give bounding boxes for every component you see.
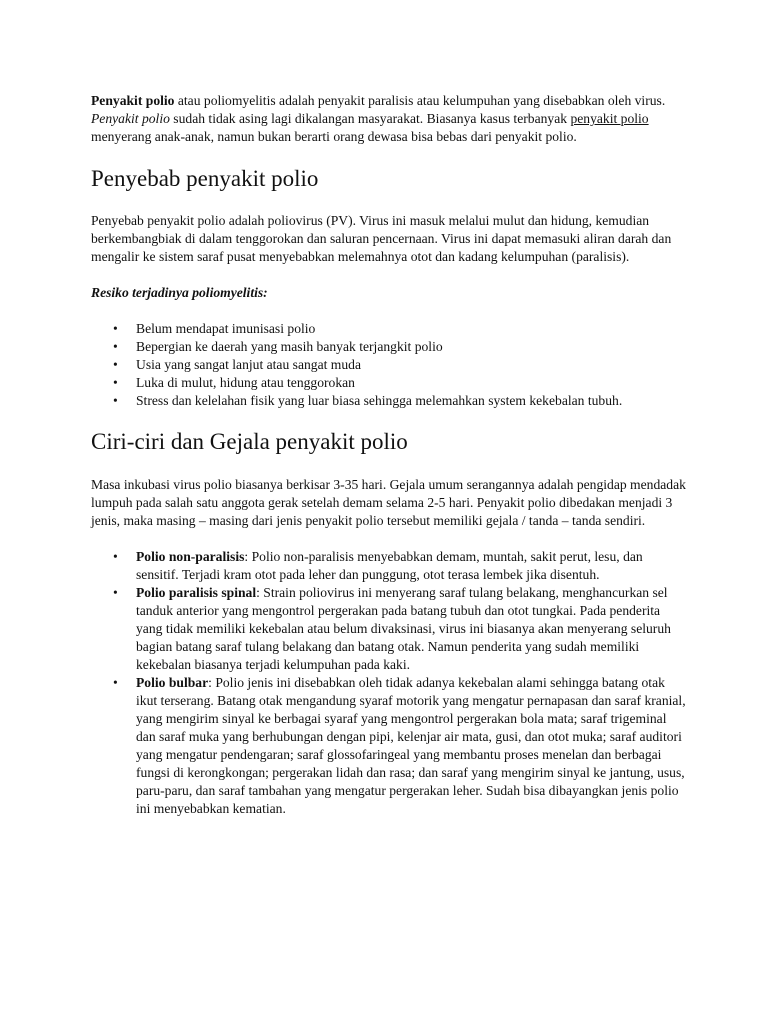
intro-text-1: atau poliomyelitis adalah penyakit paralisis atau kelumpuhan yang disebabkan oleh virus. bbox=[174, 93, 666, 108]
cause-paragraph: Penyebab penyakit polio adalah poliovirus (PV). Virus ini masuk melalui mulut dan hidung, kemudian berkembangbiak di dalam tenggorokan dan saluran pencernaan. Virus ini dapat memasuki aliran darah dan mengalir ke sistem saraf pusat menyebabkan melemahnya otot dan kadang kelumpuhan (paralisis). bbox=[91, 213, 672, 264]
polio-type-name: Polio non-paralisis bbox=[136, 549, 245, 564]
polio-type-desc: : Polio non-paralisis menyebabkan demam, muntah, sakit perut, lesu, dan sensitif. Terjadi kram otot pada leher dan punggung, otot terasa lembek jika disentuh. bbox=[136, 549, 643, 582]
polio-type-desc: : Strain poliovirus ini menyerang saraf tulang belakang, menghancurkan sel tanduk anterior yang mengontrol pergerakan pada batang tubuh dan otot tungkai. Pada penderita yang tidak memiliki kekebalan atau belum divaksinasi, virus ini biasanya akan menyerang seluruh bagian batang saraf tulang belakang dan batang otak. Namun penderita yang sudah memiliki kekebalan biasanya terjadi kelumpuhan pada kaki. bbox=[136, 585, 671, 672]
polio-type-item bbox=[91, 548, 688, 584]
intro-text-2: sudah tidak asing lagi dikalangan masyarakat. Biasanya kasus terbanyak bbox=[169, 111, 571, 126]
heading-penyebab: Penyebab penyakit polio bbox=[91, 166, 319, 191]
risk-item: • Stress dan kelelahan fisik yang luar biasa sehingga melemahkan system kekebalan tubuh. bbox=[91, 392, 688, 410]
risk-title: Resiko terjadinya poliomyelitis: bbox=[91, 285, 268, 300]
symptoms-paragraph: Masa inkubasi virus polio biasanya berkisar 3-35 hari. Gejala umum serangannya adalah pengidap mendadak lumpuh pada salah satu anggota gerak setelah demam selama 2-5 hari. Penyakit polio dibedakan menjadi 3 jenis, maka masing – masing dari jenis penyakit polio tersebut memiliki gejala / tanda – tanda sendiri. bbox=[91, 477, 686, 528]
risk-item: • Usia yang sangat lanjut atau sangat muda bbox=[91, 356, 688, 374]
risk-list bbox=[91, 320, 688, 410]
polio-type-item bbox=[91, 584, 688, 674]
heading-ciri-gejala: Ciri-ciri dan Gejala penyakit polio bbox=[91, 429, 408, 454]
intro-paragraph bbox=[91, 92, 688, 146]
intro-text-3: menyerang anak-anak, namun bukan berarti orang dewasa bisa bebas dari penyakit polio. bbox=[91, 129, 577, 144]
intro-bold-term: Penyakit polio bbox=[91, 93, 175, 108]
polio-type-name: Polio paralisis spinal bbox=[136, 585, 257, 600]
intro-link-term[interactable]: penyakit polio bbox=[570, 111, 649, 126]
polio-type-name: Polio bulbar bbox=[136, 675, 209, 690]
polio-type-item bbox=[91, 674, 688, 818]
risk-item: • Belum mendapat imunisasi polio bbox=[91, 320, 688, 338]
polio-type-desc: : Polio jenis ini disebabkan oleh tidak adanya kekebalan alami sehingga batang otak ikut terserang. Batang otak mengandung syaraf motorik yang mengatur pernapasan dan saraf kranial, yang mengirim sinyal ke berbagai syaraf yang mengontrol pergerakan bola mata; saraf trigeminal dan saraf muka yang berhubungan dengan pipi, kelenjar air mata, gusi, dan otot muka; saraf auditori yang mengatur pendengaran; saraf glossofaringeal yang membantu proses menelan dan berbagai fungsi di kerongkongan; pergerakan lidah dan rasa; dan saraf yang mengirim sinyal ke jantung, usus, paru-paru, dan saraf tambahan yang mengatur pergerakan leher. Sudah bisa dibayangkan jenis polio ini menyebabkan kematian. bbox=[136, 675, 686, 816]
polio-types-list bbox=[91, 548, 688, 818]
risk-item: • Luka di mulut, hidung atau tenggorokan bbox=[91, 374, 688, 392]
intro-italic-term: Penyakit polio bbox=[91, 111, 170, 126]
risk-item: • Bepergian ke daerah yang masih banyak terjangkit polio bbox=[91, 338, 688, 356]
